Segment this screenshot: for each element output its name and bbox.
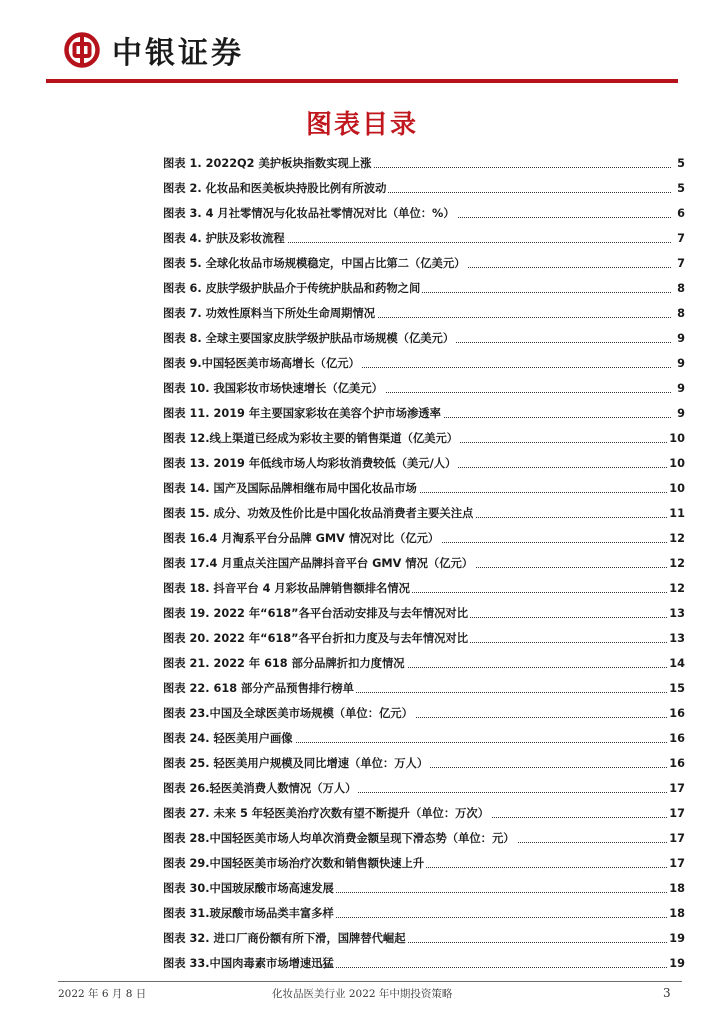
toc-entry[interactable] (163, 251, 685, 276)
toc-entry-label[interactable]: 图表 20. 2022 年“618”各平台折扣力度及与去年情况对比 (163, 632, 469, 645)
toc-entry-page[interactable]: 12 (667, 526, 685, 551)
toc-entry-page[interactable]: 5 (675, 151, 685, 176)
toc-entry-page[interactable]: 10 (667, 426, 685, 451)
toc-entry[interactable] (163, 701, 685, 726)
toc-entry[interactable] (163, 901, 685, 926)
toc-entry-label[interactable]: 图表 13. 2019 年低线市场人均彩妆消费较低（美元/人） (163, 457, 457, 470)
toc-entry[interactable] (163, 826, 685, 851)
toc-entry[interactable] (163, 476, 685, 501)
toc-entry-page[interactable]: 18 (667, 901, 685, 926)
toc-entry-label[interactable]: 图表 10. 我国彩妆市场快速增长（亿美元） (163, 382, 383, 395)
toc-entry-page[interactable]: 9 (675, 351, 685, 376)
toc-entry[interactable] (163, 176, 685, 201)
toc-entry-label[interactable]: 图表 19. 2022 年“618”各平台活动安排及与去年情况对比 (163, 607, 469, 620)
toc-entry-label[interactable]: 图表 24. 轻医美用户画像 (163, 732, 293, 745)
toc-entry[interactable] (163, 851, 685, 876)
toc-entry-page[interactable]: 19 (667, 951, 685, 976)
toc-entry[interactable] (163, 326, 685, 351)
toc-entry-page[interactable]: 6 (675, 201, 685, 226)
toc-entry-page[interactable]: 17 (667, 776, 685, 801)
toc-entry-label[interactable]: 图表 11. 2019 年主要国家彩妆在美容个护市场渗透率 (163, 407, 441, 420)
footer-divider (58, 981, 682, 982)
toc-entry-page[interactable]: 17 (667, 801, 685, 826)
toc-entry-label[interactable]: 图表 7. 功效性原料当下所处生命周期情况 (163, 307, 376, 320)
toc-entry-page[interactable]: 16 (667, 726, 685, 751)
toc-entry[interactable] (163, 526, 685, 551)
toc-entry-page[interactable]: 7 (675, 226, 685, 251)
toc-entry-page[interactable]: 8 (675, 276, 685, 301)
toc-entry[interactable] (163, 276, 685, 301)
toc-entry-label[interactable]: 图表 33.中国肉毒素市场增速迅猛 (163, 957, 334, 970)
toc-entry[interactable] (163, 751, 685, 776)
toc-entry[interactable] (163, 551, 685, 576)
toc-entry[interactable] (163, 426, 685, 451)
toc-entry-label[interactable]: 图表 8. 全球主要国家皮肤学级护肤品市场规模（亿美元） (163, 332, 455, 345)
footer-report-title: 化妆品医美行业 2022 年中期投资策略 (272, 988, 453, 1000)
toc-entry[interactable] (163, 576, 685, 601)
toc-entry-page[interactable]: 16 (667, 751, 685, 776)
toc-entry-label[interactable]: 图表 17.4 月重点关注国产品牌抖音平台 GMV 情况（亿元） (163, 557, 474, 570)
toc-entry[interactable] (163, 926, 685, 951)
toc-entry-page[interactable]: 18 (667, 876, 685, 901)
toc-entry-label[interactable]: 图表 15. 成分、功效及性价比是中国化妆品消费者主要关注点 (163, 507, 474, 520)
toc-entry-label[interactable]: 图表 1. 2022Q2 美护板块指数实现上涨 (163, 157, 372, 170)
toc-entry[interactable] (163, 776, 685, 801)
toc-entry-page[interactable]: 13 (667, 601, 685, 626)
toc-entry-page[interactable]: 11 (667, 501, 685, 526)
toc-entry-page[interactable]: 12 (667, 551, 685, 576)
toc-entry-label[interactable]: 图表 23.中国及全球医美市场规模（单位：亿元） (163, 707, 413, 720)
toc-entry-page[interactable]: 17 (667, 826, 685, 851)
toc-entry[interactable] (163, 951, 685, 976)
toc-entry[interactable] (163, 301, 685, 326)
toc-entry[interactable] (163, 651, 685, 676)
toc-entry-label[interactable]: 图表 27. 未来 5 年轻医美治疗次数有望不断提升（单位：万次） (163, 807, 490, 820)
toc-entry[interactable] (163, 726, 685, 751)
toc-entry-label[interactable]: 图表 14. 国产及国际品牌相继布局中国化妆品市场 (163, 482, 417, 495)
toc-entry-page[interactable]: 10 (667, 476, 685, 501)
toc-entry-label[interactable]: 图表 3. 4 月社零情况与化妆品社零情况对比（单位：%） (163, 207, 455, 220)
toc-entry-page[interactable]: 9 (675, 376, 685, 401)
toc-entry-label[interactable]: 图表 9.中国轻医美市场高增长（亿元） (163, 357, 360, 370)
toc-entry-page[interactable]: 14 (667, 651, 685, 676)
toc-entry-label[interactable]: 图表 16.4 月淘系平台分品牌 GMV 情况对比（亿元） (163, 532, 440, 545)
toc-entry-label[interactable]: 图表 25. 轻医美用户规模及同比增速（单位：万人） (163, 757, 429, 770)
toc-entry-label[interactable]: 图表 29.中国轻医美市场治疗次数和销售额快速上升 (163, 857, 425, 870)
footer-page-number: 3 (663, 986, 671, 1000)
toc-entry[interactable] (163, 376, 685, 401)
toc-entry-page[interactable]: 13 (667, 626, 685, 651)
toc-entry-label[interactable]: 图表 12.线上渠道已经成为彩妆主要的销售渠道（亿美元） (163, 432, 459, 445)
toc-entry[interactable] (163, 151, 685, 176)
toc-entry-label[interactable]: 图表 32. 进口厂商份额有所下滑，国牌替代崛起 (163, 932, 406, 945)
toc-entry-page[interactable]: 9 (675, 401, 685, 426)
toc-entry-page[interactable]: 9 (675, 326, 685, 351)
toc-entry[interactable] (163, 626, 685, 651)
toc-entry-label[interactable]: 图表 2. 化妆品和医美板块持股比例有所波动 (163, 182, 387, 195)
toc-entry-label[interactable]: 图表 30.中国玻尿酸市场高速发展 (163, 882, 334, 895)
toc-entry-page[interactable]: 5 (675, 176, 685, 201)
toc-entry[interactable] (163, 451, 685, 476)
toc-entry-label[interactable]: 图表 18. 抖音平台 4 月彩妆品牌销售额排名情况 (163, 582, 410, 595)
brand-name: 中银证券 (112, 36, 244, 71)
toc-entry-page[interactable]: 7 (675, 251, 685, 276)
header-divider (46, 79, 678, 83)
toc-entry[interactable] (163, 501, 685, 526)
toc-entry-label[interactable]: 图表 22. 618 部分产品预售排行榜单 (163, 682, 354, 695)
toc-entry-label[interactable]: 图表 6. 皮肤学级护肤品介于传统护肤品和药物之间 (163, 282, 421, 295)
toc-entry-page[interactable]: 15 (667, 676, 685, 701)
toc-entry[interactable] (163, 401, 685, 426)
toc-entry-page[interactable]: 8 (675, 301, 685, 326)
toc-entry[interactable] (163, 351, 685, 376)
toc-entry[interactable] (163, 676, 685, 701)
toc-entry-page[interactable]: 17 (667, 851, 685, 876)
bank-of-china-logo-icon (64, 32, 100, 68)
page-title: 图表目录 (305, 110, 418, 140)
toc-entry-page[interactable]: 10 (667, 451, 685, 476)
toc-entry-label[interactable]: 图表 5. 全球化妆品市场规模稳定，中国占比第二（亿美元） (163, 257, 466, 270)
toc-entry[interactable] (163, 201, 685, 226)
toc-entry[interactable] (163, 601, 685, 626)
footer-date: 2022 年 6 月 8 日 (58, 988, 147, 1000)
toc-entry[interactable] (163, 876, 685, 901)
toc-entry-label[interactable]: 图表 28.中国轻医美市场人均单次消费金额呈现下滑态势（单位：元） (163, 832, 515, 845)
toc-entry-label[interactable]: 图表 21. 2022 年 618 部分品牌折扣力度情况 (163, 657, 405, 670)
toc-entry-page[interactable]: 12 (667, 576, 685, 601)
toc-entry[interactable] (163, 226, 685, 251)
toc-entry-label[interactable]: 图表 26.轻医美消费人数情况（万人） (163, 782, 357, 795)
toc-entry-label[interactable]: 图表 31.玻尿酸市场品类丰富多样 (163, 907, 334, 920)
toc-entry-page[interactable]: 19 (667, 926, 685, 951)
page-header (0, 0, 724, 86)
toc-entry[interactable] (163, 801, 685, 826)
table-of-figures (163, 151, 685, 976)
toc-entry-page[interactable]: 16 (667, 701, 685, 726)
toc-entry-label[interactable]: 图表 4. 护肤及彩妆流程 (163, 232, 285, 245)
